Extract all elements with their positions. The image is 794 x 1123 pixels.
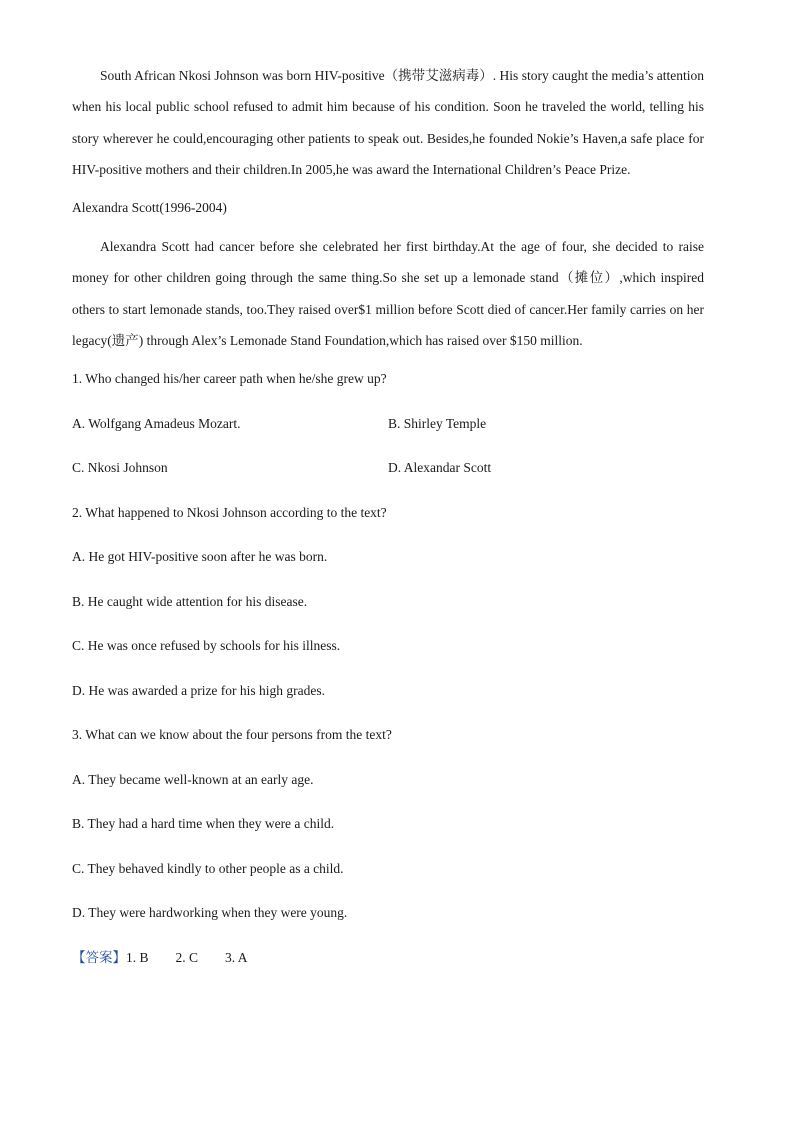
passage-paragraph-alexandra: Alexandra Scott had cancer before she celebrated her first birthday.At the age of four, she decided to raise money for other children going through the same thing.So she set up a lemonade stand（摊位）,which inspired others to start lemonade stands, too.They raised over$1 million before Scott died of cancer.Her family carries on her legacy(遗产) through Alex’s Lemonade Stand Foundation,which has raised over $150 million.: [72, 239, 704, 349]
answer-text: 1. B 2. C 3. A: [126, 949, 248, 965]
option-b: B. They had a hard time when they were a child.: [72, 816, 335, 832]
question-stem: 2. What happened to Nkosi Johnson according to the text?: [72, 504, 387, 520]
option-c: C. They behaved kindly to other people as a child.: [72, 860, 344, 876]
option-c: C. Nkosi Johnson: [72, 460, 168, 476]
option-c: C. He was once refused by schools for his illness.: [72, 638, 341, 654]
question-2: [72, 504, 704, 727]
option-a: A. They became well-known at an early age.: [72, 771, 314, 787]
option-d: D. They were hardworking when they were young.: [72, 905, 348, 921]
option-row: [72, 415, 704, 460]
document-page: [72, 60, 704, 967]
option-a: A. He got HIV-positive soon after he was born.: [72, 549, 328, 565]
option-b: B. Shirley Temple: [388, 415, 487, 431]
answer-tag: 【答案】: [72, 949, 126, 965]
passage-paragraph-nkosi: South African Nkosi Johnson was born HIV-positive（携带艾滋病毒）. His story caught the media’s attention when his local public school refused to admit him because of his condition. Soon he traveled the world, telling his story wherever he could,encouraging other patients to speak out. Besides,he founded Nokie’s Haven,a safe place for HIV-positive mothers and their children.In 2005,he was award the International Children’s Peace Prize.: [72, 68, 704, 177]
question-stem: 3. What can we know about the four persons from the text?: [72, 727, 392, 743]
answer-line: [72, 949, 704, 967]
option-row: [72, 459, 704, 504]
option-d: D. He was awarded a prize for his high grades.: [72, 682, 326, 698]
question-3: [72, 726, 704, 949]
section-heading-alexandra: Alexandra Scott(1996-2004): [72, 200, 227, 216]
question-stem: 1. Who changed his/her career path when he/she grew up?: [72, 371, 387, 387]
option-b: B. He caught wide attention for his disease.: [72, 593, 308, 609]
option-d: D. Alexandar Scott: [388, 460, 492, 476]
question-1: [72, 370, 704, 504]
option-a: A. Wolfgang Amadeus Mozart.: [72, 415, 241, 431]
